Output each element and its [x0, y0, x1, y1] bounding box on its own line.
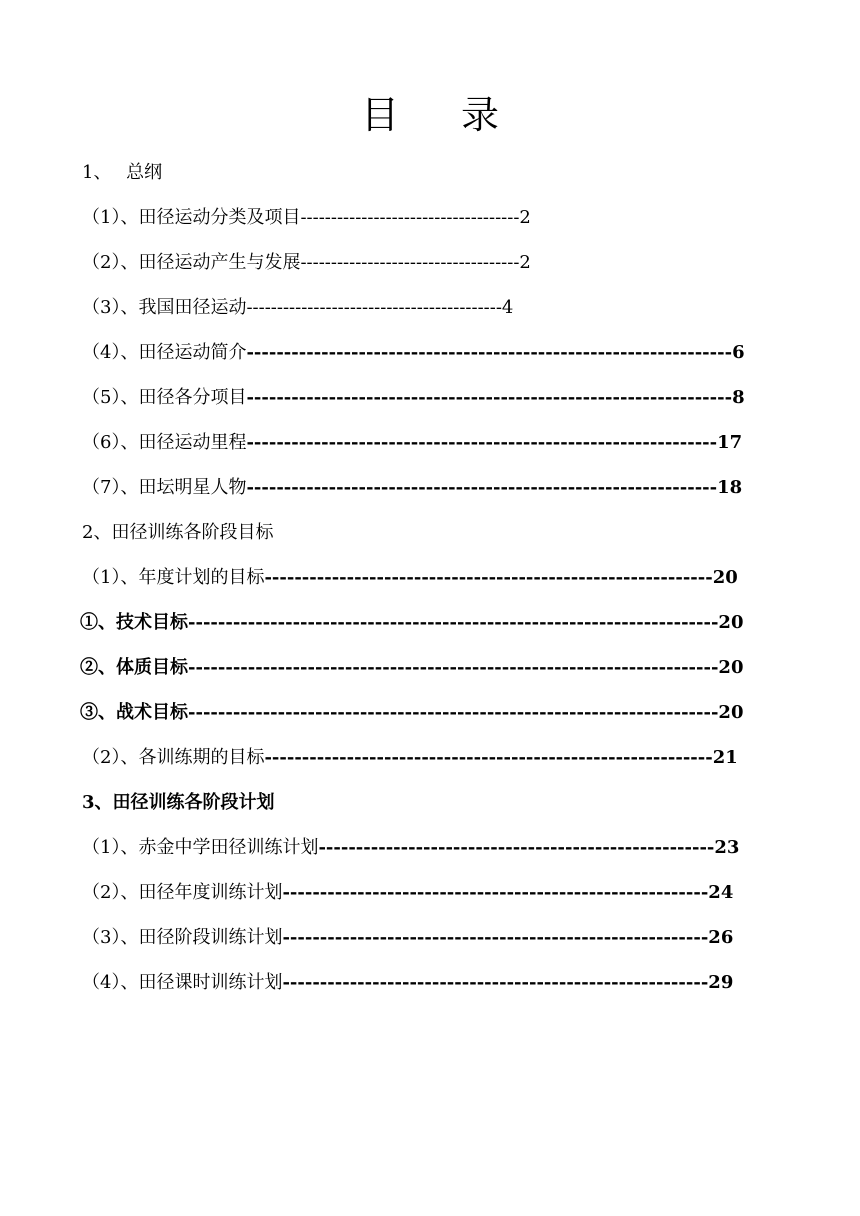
toc-leader: ---------------------------------------------------------------	[246, 432, 718, 453]
toc-entry[interactable]	[80, 656, 743, 680]
toc-label: （3）、田径阶段训练计划	[82, 927, 283, 948]
toc-entry[interactable]	[82, 926, 733, 950]
toc-page-number: 20	[712, 567, 738, 588]
toc-leader: ---------------------------------------------------------------	[246, 477, 718, 498]
toc-page-number: 8	[732, 387, 745, 408]
toc-label: （2）、田径年度训练计划	[82, 882, 283, 903]
toc-page-number: 20	[718, 612, 744, 633]
toc-label: 2、田径训练各阶段目标	[82, 522, 274, 543]
toc-label: （2）、田径运动产生与发展	[82, 252, 301, 273]
toc-entry[interactable]	[82, 566, 738, 590]
toc-page-number: 26	[708, 927, 734, 948]
toc-page-number: 20	[718, 657, 744, 678]
toc-page-number: 4	[501, 297, 514, 318]
toc-page-number: 17	[717, 432, 743, 453]
toc-heading-1	[82, 161, 162, 185]
toc-leader: -----------------------------------------------------------------------	[188, 702, 719, 723]
toc-page-number: 23	[714, 837, 740, 858]
toc-label: （1）、年度计划的目标	[82, 567, 265, 588]
toc-entry[interactable]	[82, 881, 733, 905]
toc-page-number: 2	[519, 207, 531, 228]
toc-leader: ---------------------------------------------------------	[282, 927, 709, 948]
toc-page-number: 24	[708, 882, 734, 903]
toc-leader: -----------------------------------------------------------------	[246, 342, 733, 363]
toc-page-number: 2	[519, 252, 531, 273]
toc-leader: ---------------------------------------------------------	[282, 882, 709, 903]
toc-label: （3）、我国田径运动	[82, 297, 247, 318]
toc-entry[interactable]	[82, 206, 531, 230]
toc-label: 1、 总纲	[82, 162, 163, 183]
toc-leader: ------------------------------------------------------------	[264, 747, 713, 768]
toc-label: 3、田径训练各阶段计划	[82, 792, 275, 813]
toc-leader: -----------------------------------------------------------------	[246, 387, 733, 408]
toc-entry[interactable]	[82, 431, 742, 455]
toc-entry[interactable]	[82, 971, 733, 995]
toc-label: （1）、赤金中学田径训练计划	[82, 837, 319, 858]
title-char-2: 录	[461, 93, 500, 137]
toc-entry[interactable]	[82, 476, 742, 500]
toc-leader: ---------------------------------------------------------	[282, 972, 709, 993]
toc-title	[0, 90, 860, 140]
toc-leader: ------------------------------------------	[246, 297, 502, 318]
toc-label: ②、体质目标	[80, 657, 188, 678]
toc-label: （7）、田坛明星人物	[82, 477, 247, 498]
toc-entry[interactable]	[80, 701, 743, 725]
toc-label: （6）、田径运动里程	[82, 432, 247, 453]
toc-leader: -----------------------------------------------------------------------	[188, 657, 719, 678]
toc-label: ③、战术目标	[80, 702, 188, 723]
toc-label: （5）、田径各分项目	[82, 387, 247, 408]
toc-leader: ------------------------------------------------------------	[264, 567, 713, 588]
toc-label: （4）、田径运动简介	[82, 342, 247, 363]
toc-entry[interactable]	[82, 746, 738, 770]
toc-page-number: 21	[712, 747, 738, 768]
toc-entry[interactable]	[82, 341, 745, 365]
toc-entry[interactable]	[82, 296, 513, 320]
toc-page-number: 18	[717, 477, 743, 498]
toc-page-number: 6	[732, 342, 745, 363]
toc-entry[interactable]	[82, 251, 531, 275]
toc-page-number: 20	[718, 702, 744, 723]
title-char-1: 目	[360, 93, 399, 137]
toc-leader: ------------------------------------	[300, 252, 520, 273]
toc-leader: -----------------------------------------------------	[318, 837, 715, 858]
toc-label: ①、技术目标	[80, 612, 188, 633]
toc-page-number: 29	[708, 972, 734, 993]
toc-label: （1）、田径运动分类及项目	[82, 207, 301, 228]
toc-heading-3	[82, 791, 275, 815]
toc-leader: ------------------------------------	[300, 207, 520, 228]
toc-entry[interactable]	[82, 386, 745, 410]
toc-heading-2	[82, 521, 273, 545]
toc-label: （4）、田径课时训练计划	[82, 972, 283, 993]
toc-entry[interactable]	[80, 611, 743, 635]
toc-leader: -----------------------------------------------------------------------	[188, 612, 719, 633]
toc-entry[interactable]	[82, 836, 739, 860]
toc-label: （2）、各训练期的目标	[82, 747, 265, 768]
